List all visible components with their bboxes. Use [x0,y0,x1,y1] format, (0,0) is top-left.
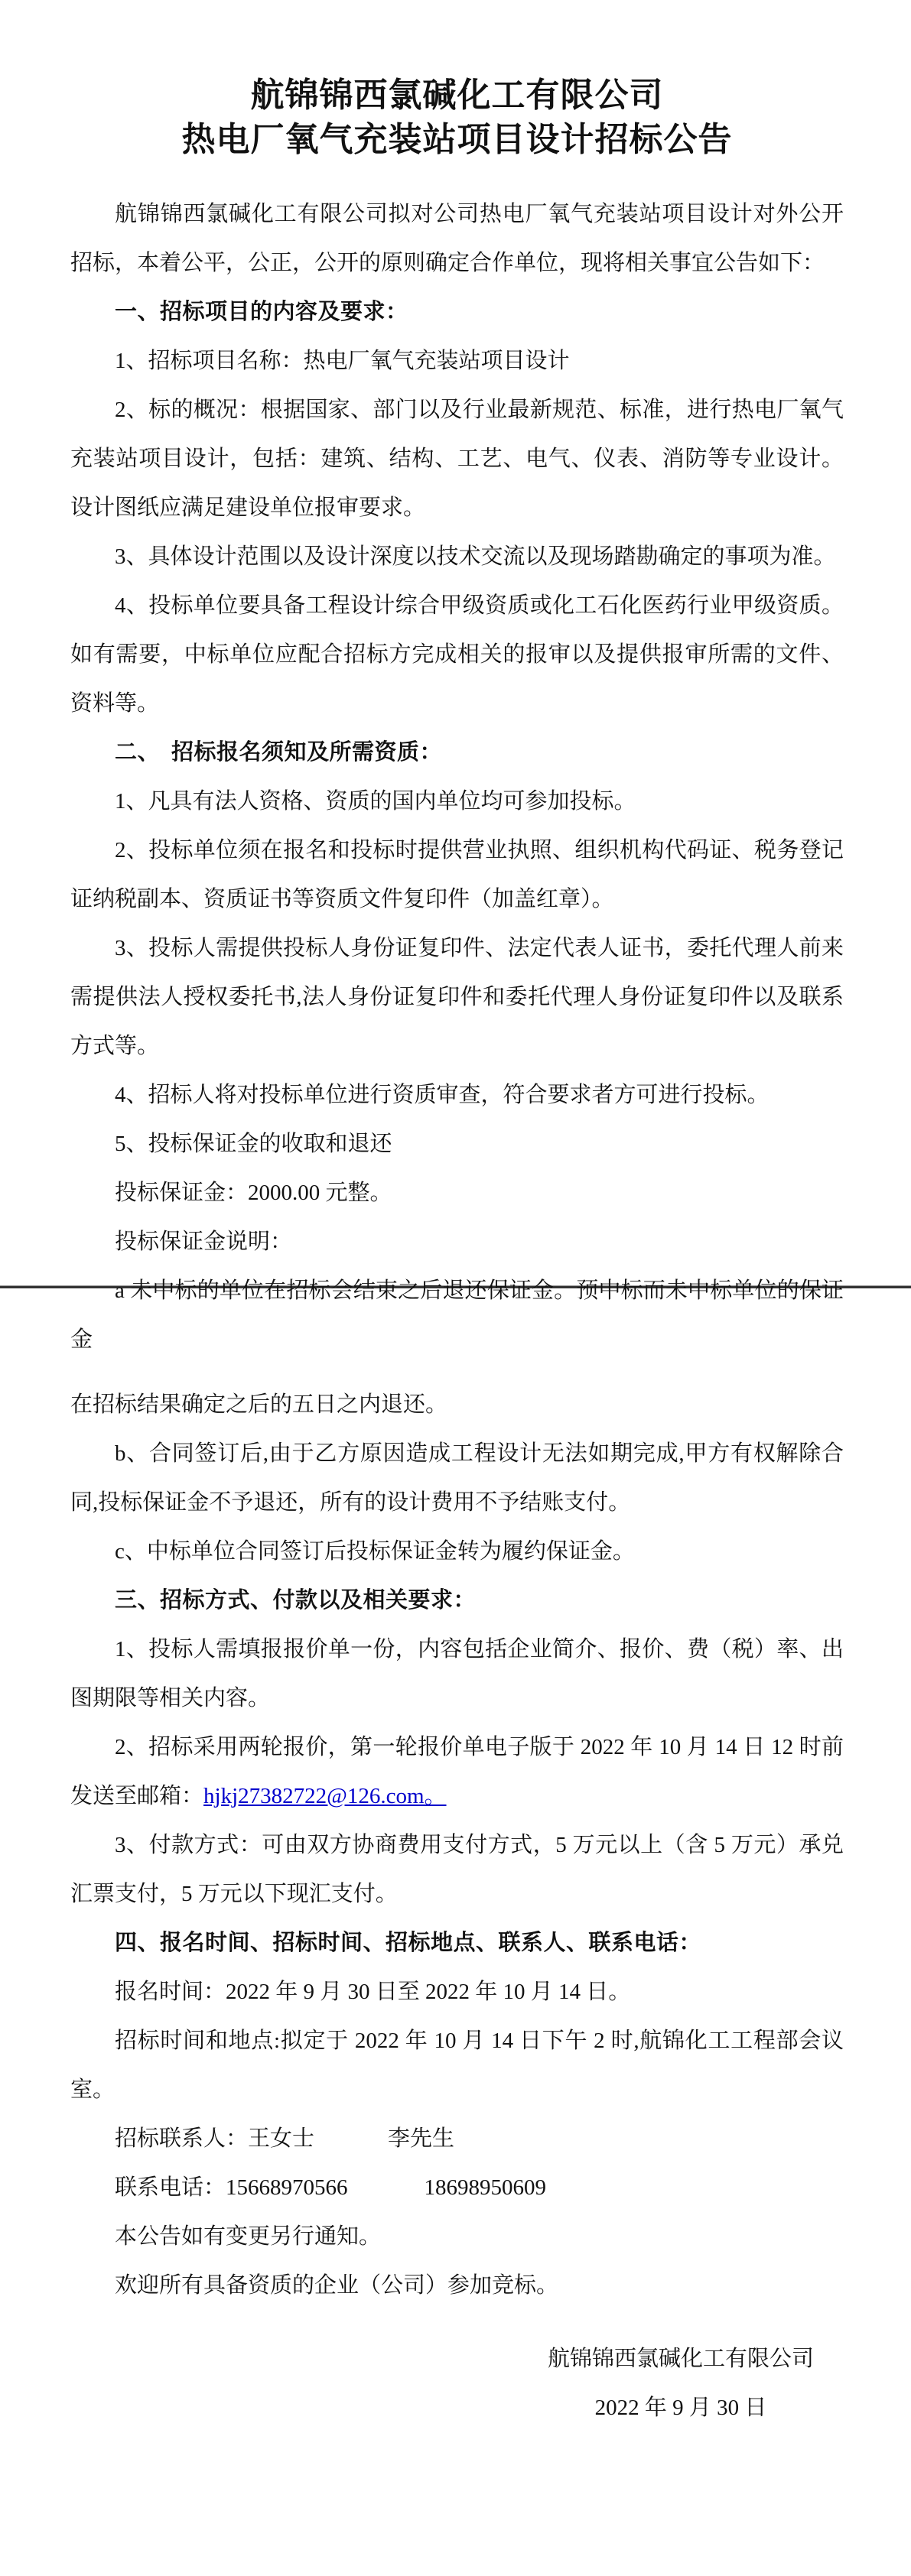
welcome-line: 欢迎所有具备资质的企业（公司）参加竞标。 [115,2273,559,2298]
contact-name-1: 王女士 [248,2126,315,2151]
section2-item-3: 3、投标人需提供投标人身份证复印件、法定代表人证书，委托代理人前来需提供法人授权委托书,法人身份证复印件和委托代理人身份证复印件以及联系方式等。 [70,936,844,1058]
phones-line [70,2163,844,2212]
document-title-line-1: 航锦锦西氯碱化工有限公司 [250,76,664,114]
document-title [70,0,844,162]
phone-number-1: 15668970566 [226,2175,348,2200]
section2-item-4: 4、招标人将对投标单位进行资质审查，符合要求者方可进行投标。 [115,1083,769,1107]
heading-section-4: 四、报名时间、招标时间、招标地点、联系人、联系电话： [115,1931,702,1955]
email-link[interactable]: hjkj27382722@126.com。 [203,1784,447,1808]
deposit-note-a: a 未中标的单位在招标会结束之后退还保证金。预中标而未中标单位的保证金 [70,1278,844,1352]
contact-name-2: 李先生 [388,2126,455,2151]
deposit-note-a-continuation: 在招标结果确定之后的五日之内退还。 [70,1392,448,1417]
signature-company: 航锦锦西氯碱化工有限公司 [547,2347,814,2371]
section3-item-2-text: 2、招标采用两轮报价，第一轮报价单电子版于 2022 年 10 月 14 日 12 时前发送至邮箱： [70,1735,844,1808]
signature-date: 2022 年 9 月 30 日 [594,2396,767,2420]
section1-item-2: 2、标的概况：根据国家、部门以及行业最新规范、标准，进行热电厂氧气充装站项目设计，包括：建筑、结构、工艺、电气、仪表、消防等专业设计。设计图纸应满足建设单位报审要求。 [70,398,844,520]
section1-item-1: 1、招标项目名称：热电厂氧气充装站项目设计 [115,349,570,373]
heading-section-1: 一、招标项目的内容及要求： [115,300,408,324]
section2-item-1: 1、凡具有法人资格、资质的国内单位均可参加投标。 [115,789,636,814]
contacts-label: 招标联系人： [115,2126,249,2151]
page-2-content [70,1288,844,2432]
contacts-line [70,2114,844,2163]
notice-change: 本公告如有变更另行通知。 [115,2224,382,2249]
phone-number-2: 18698950609 [424,2175,547,2200]
phones-label: 联系电话： [115,2175,226,2200]
document-title-line-2: 热电厂氧气充装站项目设计招标公告 [181,121,733,158]
page-1-content [70,190,844,1364]
section3-item-1: 1、投标人需填报报价单一份，内容包括企业简介、报价、费（税）率、出图期限等相关内容。 [70,1637,844,1710]
section2-item-5: 5、投标保证金的收取和退还 [115,1132,392,1156]
signup-time: 报名时间：2022 年 9 月 30 日至 2022 年 10 月 14 日。 [115,1980,631,2004]
section1-item-4: 4、投标单位要具备工程设计综合甲级资质或化工石化医药行业甲级资质。如有需要，中标单位应配合招标方完成相关的报审以及提供报审所需的文件、资料等。 [70,593,844,716]
heading-section-3: 三、招标方式、付款以及相关要求： [115,1588,477,1613]
deposit-note-label: 投标保证金说明： [115,1230,293,1254]
deposit-note-c: c、中标单位合同签订后投标保证金转为履约保证金。 [115,1539,635,1564]
bid-time-place: 招标时间和地点:拟定于 2022 年 10 月 14 日下午 2 时,航锦化工工程部会议室。 [70,2029,844,2102]
section3-item-2 [70,1723,844,1821]
deposit-amount: 投标保证金：2000.00 元整。 [115,1181,392,1205]
paragraph-intro: 航锦锦西氯碱化工有限公司拟对公司热电厂氧气充装站项目设计对外公开招标，本着公平，公正，公开的原则确定合作单位，现将相关事宜公告如下： [70,202,844,275]
section1-item-3: 3、具体设计范围以及设计深度以技术交流以及现场踏勘确定的事项为准。 [115,544,836,569]
section2-item-2: 2、投标单位须在报名和投标时提供营业执照、组织机构代码证、税务登记证纳税副本、资质证书等资质文件复印件（加盖红章）。 [70,838,844,911]
section3-item-3: 3、付款方式：可由双方协商费用支付方式，5 万元以上（含 5 万元）承兑汇票支付，5 万元以下现汇支付。 [70,1833,844,1906]
heading-section-2: 二、 招标报名须知及所需资质： [115,740,443,765]
signature-block [545,2334,817,2432]
deposit-note-b: b、合同签订后,由于乙方原因造成工程设计无法如期完成,甲方有权解除合同,投标保证金不予退还，所有的设计费用不予结账支付。 [70,1441,844,1515]
page-2 [0,1288,911,2432]
